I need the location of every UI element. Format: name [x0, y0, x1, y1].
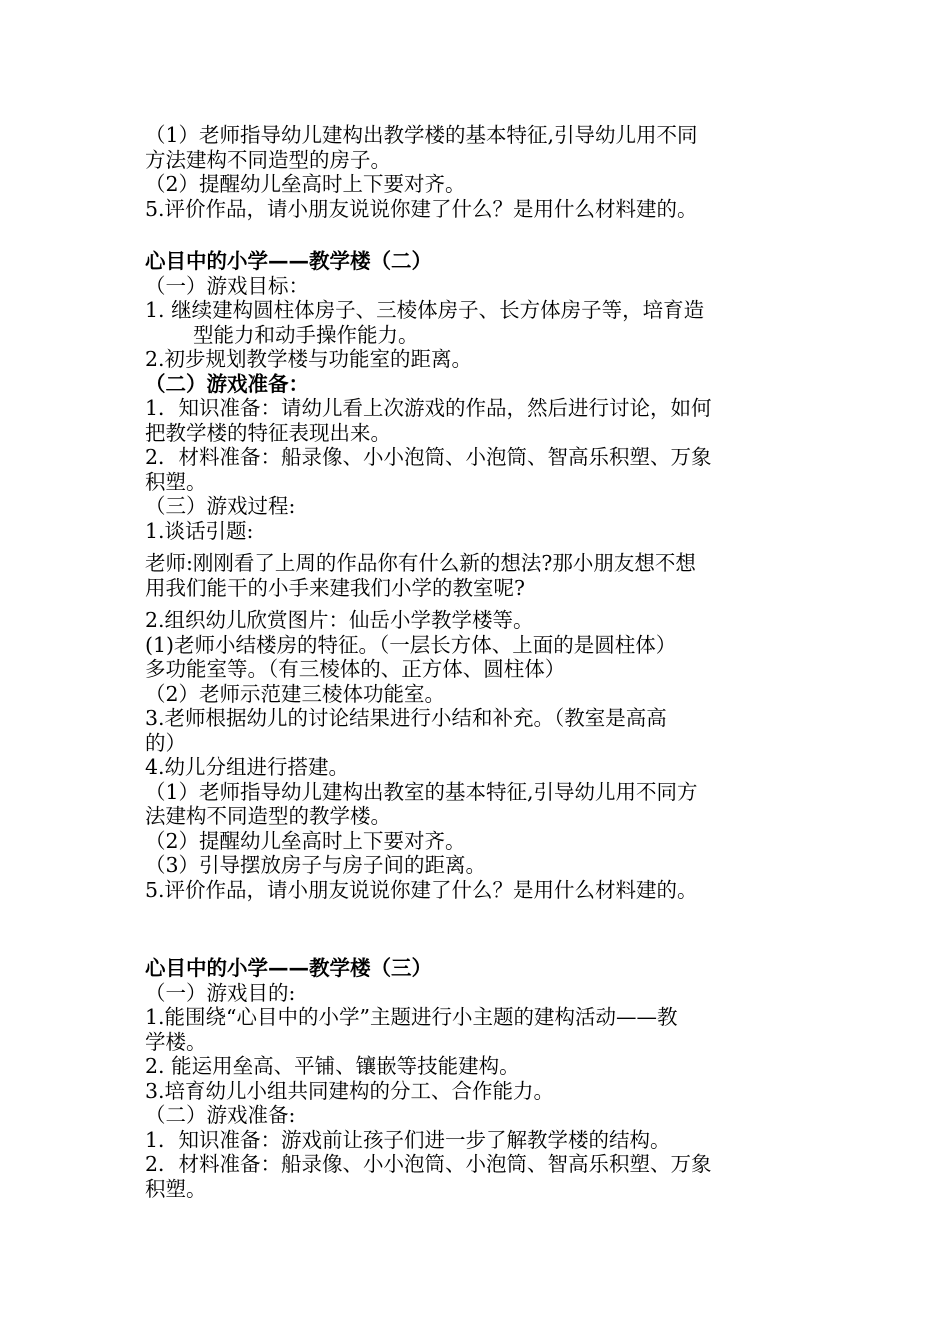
list-item: 1.能围绕“心目中的小学”主题进行小主题的建构活动——教 — [145, 1005, 678, 1029]
list-item: 1．知识准备：请幼儿看上次游戏的作品，然后进行讨论，如何 — [145, 396, 712, 420]
list-item: （3）引导摆放房子与房子间的距离。 — [145, 853, 487, 877]
list-item: 2. 能运用垒高、平铺、镶嵌等技能建构。 — [145, 1054, 520, 1078]
paragraph: 用我们能干的小手来建我们小学的教室呢? — [145, 575, 525, 600]
list-item: （2）老师示范建三棱体功能室。 — [145, 681, 446, 706]
list-item-continuation: 把教学楼的特征表现出来。 — [145, 420, 391, 445]
subsection-heading: （二）游戏准备: — [145, 1103, 296, 1127]
subsection-heading: （二）游戏准备： — [145, 371, 309, 396]
list-item: 2．材料准备：船录像、小小泡筒、小泡筒、智高乐积塑、万象 — [145, 1152, 712, 1176]
paragraph: （2）提醒幼儿垒高时上下要对齐。 — [145, 172, 466, 196]
list-item: 4.幼儿分组进行搭建。 — [145, 755, 350, 779]
list-item-continuation: 型能力和动手操作能力。 — [193, 322, 419, 347]
list-item: (1)老师小结楼房的特征。（一层长方体、上面的是圆柱体） — [145, 632, 677, 657]
document-page — [145, 123, 815, 1201]
list-item: 3.培育幼儿小组共同建构的分工、合作能力。 — [145, 1078, 555, 1103]
list-item: 1．知识准备：游戏前让孩子们进一步了解教学楼的结构。 — [145, 1127, 671, 1152]
list-item: 3.老师根据幼儿的讨论结果进行小结和补充。（教室是高高 — [145, 706, 667, 730]
list-item: 5.评价作品，请小朋友说说你建了什么？是用什么材料建的。 — [145, 877, 698, 902]
section-title: 心目中的小学——教学楼（三） — [145, 956, 432, 980]
list-item-continuation: 学楼。 — [145, 1029, 207, 1054]
list-item: （2）提醒幼儿垒高时上下要对齐。 — [145, 828, 466, 853]
list-item-continuation: 积塑。 — [145, 1176, 207, 1201]
paragraph: 方法建构不同造型的房子。 — [145, 147, 391, 172]
section-title: 心目中的小学——教学楼（二） — [145, 249, 432, 273]
paragraph: 老师:刚刚看了上周的作品你有什么新的想法?那小朋友想不想 — [145, 551, 696, 575]
list-item: 2.初步规划教学楼与功能室的距离。 — [145, 347, 473, 371]
subsection-heading: （三）游戏过程: — [145, 494, 296, 518]
paragraph: （1）老师指导幼儿建构出教学楼的基本特征,引导幼儿用不同 — [145, 123, 698, 147]
list-item: 1. 继续建构圆柱体房子、三棱体房子、长方体房子等，培育造 — [145, 298, 705, 322]
list-item: 2．材料准备：船录像、小小泡筒、小泡筒、智高乐积塑、万象 — [145, 445, 712, 469]
list-item: 2.组织幼儿欣赏图片：仙岳小学教学楼等。 — [145, 608, 534, 632]
list-item: （1）老师指导幼儿建构出教室的基本特征,引导幼儿用不同方 — [145, 779, 698, 804]
subsection-heading: （一）游戏目标： — [145, 273, 309, 298]
list-item-continuation: 法建构不同造型的教学楼。 — [145, 804, 391, 828]
list-item: 1.谈话引题: — [145, 518, 254, 543]
subsection-heading: （一）游戏目的: — [145, 980, 296, 1005]
paragraph: 5.评价作品，请小朋友说说你建了什么？是用什么材料建的。 — [145, 196, 698, 221]
list-item: 多功能室等。（有三棱体的、正方体、圆柱体） — [145, 657, 566, 681]
list-item-continuation: 的） — [145, 730, 186, 755]
list-item-continuation: 积塑。 — [145, 469, 207, 494]
